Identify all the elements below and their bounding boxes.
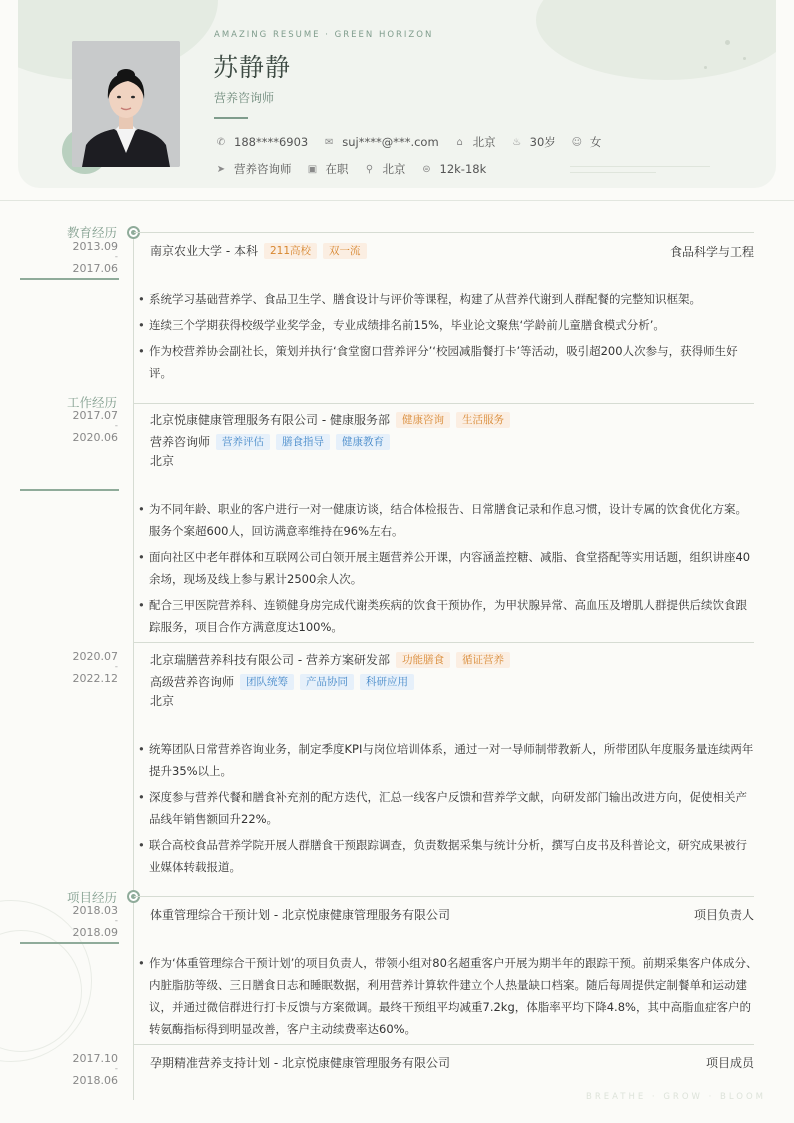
position-name: 营养咨询师 — [150, 435, 211, 449]
decor-dot — [704, 66, 707, 69]
list-item: • 联合高校食品营养学院开展人群膳食干预跟踪调查，负责数据采集与统计分析，撰写白皮书及科普论文，研究成果被行业媒体转载报道。 — [138, 834, 758, 878]
location-icon: ⚲ — [365, 163, 374, 175]
education-bullets — [138, 288, 758, 388]
job-bullets — [138, 498, 758, 642]
candidate-name: 苏静静 — [213, 53, 292, 82]
date-dash: - — [114, 421, 118, 431]
education-dates — [60, 241, 118, 274]
date-end: 2022.12 — [72, 672, 118, 685]
company-name: 北京悦康健康管理服务有限公司 - 健康服务部 — [150, 413, 390, 427]
timeline-line — [133, 227, 134, 1100]
date-end: 2018.09 — [72, 926, 118, 939]
list-item: • 配合三甲医院营养科、连锁健身房完成代谢类疾病的饮食干预协作，为甲状腺异常、高血压及增肌人群提供后续饮食跟踪服务，项目合作方满意度达100%。 — [138, 594, 758, 638]
school-tag: 211高校 — [264, 243, 317, 259]
date-start: 2017.07 — [72, 409, 118, 422]
skill-tag: 产品协同 — [300, 674, 354, 690]
intent-status — [306, 161, 349, 177]
skill-tag: 科研应用 — [360, 674, 414, 690]
profile-photo — [72, 41, 180, 167]
section-rule — [20, 278, 119, 280]
decor-dot — [725, 40, 730, 45]
position-name: 高级营养咨询师 — [150, 675, 235, 689]
list-item: • 深度参与营养代餐和膳食补充剂的配方迭代，汇总一线客户反馈和营养学文献，向研发部门输出改进方向，促使相关产品线年销售额回升22%。 — [138, 786, 758, 830]
skill-tag: 团队统筹 — [240, 674, 294, 690]
job-head — [150, 651, 510, 668]
skill-tag: 营养评估 — [216, 434, 270, 450]
footer-slogan: BREATHE · GROW · BLOOM — [586, 1092, 766, 1102]
status-value: 在职 — [325, 162, 349, 176]
home-icon: ⌂ — [456, 136, 463, 148]
section-rule — [20, 489, 119, 491]
intent-value: 营养咨询师 — [234, 162, 292, 176]
decor-line — [570, 172, 656, 173]
resume-kicker: AMAZING RESUME · GREEN HORIZON — [214, 30, 434, 40]
contact-phone — [214, 135, 308, 149]
contact-home — [453, 134, 496, 150]
entry-rule — [134, 896, 754, 897]
company-tag: 功能膳食 — [396, 652, 450, 668]
list-item: • 面向社区中老年群体和互联网公司白领开展主题营养公开课，内容涵盖控糖、减脂、食堂搭配等实用话题，组织讲座40余场，现场及线上参与累计2500余人次。 — [138, 546, 758, 590]
section-rule — [20, 942, 119, 944]
salary-value: 12k-18k — [439, 162, 487, 176]
date-end: 2018.06 — [72, 1074, 118, 1087]
list-item: • 系统学习基础营养学、食品卫生学、膳食设计与评价等课程，构建了从营养代谢到人群配餐的完整知识框架。 — [138, 288, 758, 310]
date-dash: - — [114, 916, 118, 926]
project-dates — [60, 1053, 118, 1086]
city-value: 北京 — [382, 162, 406, 176]
list-item: • 为不同年龄、职业的客户进行一对一健康访谈，结合体检报告、日常膳食记录和作息习惯，设计专属的饮食优化方案。服务个案超600人，回访满意率维持在96%左右。 — [138, 498, 758, 542]
project-bullets — [138, 952, 758, 1044]
send-icon: ➤ — [216, 163, 226, 175]
date-start: 2013.09 — [72, 240, 118, 253]
project-role: 项目成员 — [705, 1056, 754, 1070]
coin-icon: ⊜ — [422, 163, 431, 175]
job-position — [150, 673, 414, 690]
company-tag: 生活服务 — [456, 412, 510, 428]
mail-icon: ✉ — [325, 136, 334, 148]
list-item: • 连续三个学期获得校级学业奖学金，专业成绩排名前15%，毕业论文聚焦‘学龄前儿童膳食模式分析’。 — [138, 314, 758, 336]
entry-rule — [134, 642, 754, 643]
gender-icon: ☺ — [571, 136, 583, 148]
section-title-education: 教育经历 — [66, 225, 117, 240]
job-location: 北京 — [150, 454, 175, 468]
contact-gender — [570, 134, 602, 150]
school-tag: 双一流 — [323, 243, 367, 259]
intent-position — [214, 161, 292, 177]
title-underline — [214, 117, 248, 119]
skill-tag: 膳食指导 — [276, 434, 330, 450]
company-name: 北京瑞膳营养科技有限公司 - 营养方案研发部 — [150, 653, 390, 667]
candidate-role: 营养咨询师 — [214, 91, 275, 105]
date-dash: - — [114, 252, 118, 262]
list-item: • 作为校营养协会副社长，策划并执行‘食堂窗口营养评分’‘校园减脂餐打卡’等活动，吸引超200人次参与，获得师生好评。 — [138, 340, 758, 384]
contact-age — [510, 134, 556, 150]
contact-email — [322, 135, 438, 149]
gender-value: 女 — [589, 135, 602, 149]
company-tag: 循证营养 — [456, 652, 510, 668]
date-end: 2017.06 — [72, 262, 118, 275]
section-title-projects: 项目经历 — [66, 890, 117, 905]
entry-rule — [134, 403, 754, 404]
project-dates — [60, 905, 118, 938]
job-location: 北京 — [150, 694, 175, 708]
phone-value: 188****6903 — [234, 135, 309, 149]
education-head — [150, 242, 367, 259]
cake-icon: ♨ — [512, 136, 522, 148]
work-dates — [60, 410, 118, 443]
header-divider — [0, 200, 794, 201]
date-start: 2018.03 — [72, 904, 118, 917]
project-name: 体重管理综合干预计划 - 北京悦康健康管理服务有限公司 — [150, 908, 450, 922]
entry-rule — [134, 232, 754, 233]
job-bullets — [138, 738, 758, 882]
phone-icon: ✆ — [216, 136, 226, 148]
project-name: 孕期精准营养支持计划 - 北京悦康健康管理服务有限公司 — [150, 1056, 450, 1070]
list-item: • 统筹团队日常营养咨询业务，制定季度KPI与岗位培训体系，通过一对一导师制带教新人，所带团队年度服务量连续两年提升35%以上。 — [138, 738, 758, 782]
intent-salary — [420, 162, 487, 176]
email-value: suj****@***.com — [342, 135, 439, 149]
portrait-image — [72, 41, 180, 167]
contact-row — [214, 134, 615, 150]
date-start: 2017.10 — [72, 1052, 118, 1065]
skill-tag: 健康教育 — [336, 434, 390, 450]
briefcase-icon: ▣ — [307, 163, 318, 175]
school-name: 南京农业大学 - 本科 — [150, 244, 258, 258]
decor-line — [570, 166, 710, 167]
work-dates — [60, 651, 118, 684]
decor-wave — [536, 0, 776, 80]
home-value: 北京 — [472, 135, 496, 149]
list-item: • 作为‘体重管理综合干预计划’的项目负责人，带领小组对80名超重客户开展为期半年的跟踪干预。前期采集客户体成分、内脏脂肪等级、三日膳食日志和睡眠数据，利用营养计算软件建立个人热量缺口档案。随后每周提供定制餐单和运动建议，并通过微信群进行打卡反馈与方案微调。最终干预组平均减重7.2kg，体脂率平均下降4.8%，其中高脂血症客户的转氨酶指标得到明显改善，客户主动续费率达60%。 — [138, 952, 758, 1040]
intent-city — [363, 161, 406, 177]
intent-row — [214, 161, 500, 177]
job-position — [150, 433, 390, 450]
education-major: 食品科学与工程 — [669, 245, 754, 259]
date-end: 2020.06 — [72, 431, 118, 444]
date-dash: - — [114, 662, 118, 672]
date-dash: - — [114, 1064, 118, 1074]
entry-rule — [134, 1044, 754, 1045]
date-start: 2020.07 — [72, 650, 118, 663]
company-tag: 健康咨询 — [396, 412, 450, 428]
job-head — [150, 411, 510, 428]
age-value: 30岁 — [529, 135, 556, 149]
project-role: 项目负责人 — [693, 908, 754, 922]
decor-dot — [743, 57, 746, 60]
section-title-work: 工作经历 — [66, 395, 117, 410]
